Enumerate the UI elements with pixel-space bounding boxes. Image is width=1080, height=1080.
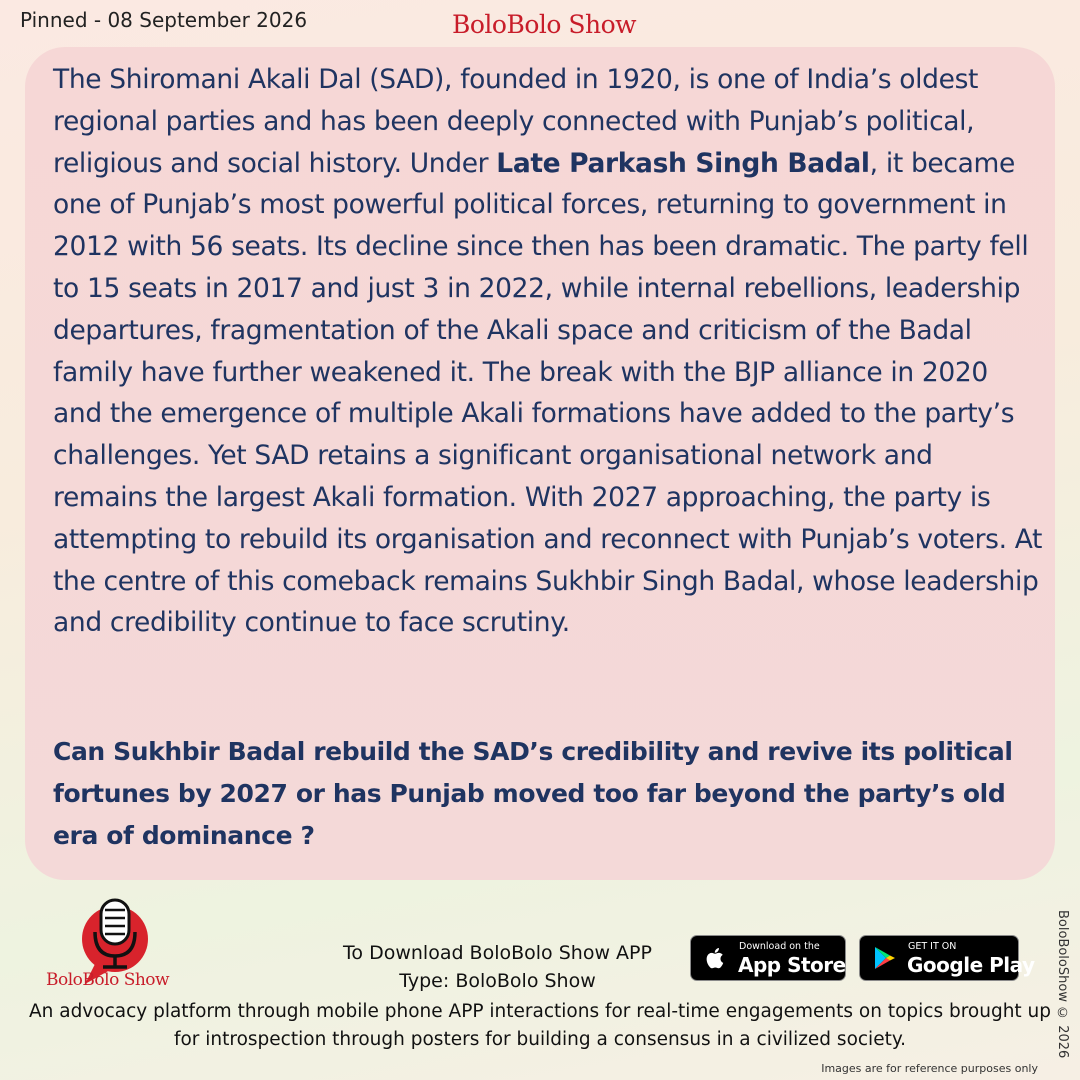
app-store-button[interactable] [690,935,846,981]
app-store-small-text: Download on the [739,941,820,952]
article-question: Can Sukhbir Badal rebuild the SAD’s credibility and revive its political fortunes by 2027 or has Punjab moved too far beyond the party’s old era of dominance ? [53,737,1013,850]
download-instructions [320,939,675,995]
article-text-part1: The Shiromani Akali Dal (SAD), founded in 1920, is one of India’s oldest regional parties and has been deeply connected with Punjab’s political, religious and social history. Under [53,64,979,179]
google-play-label: Google Play [907,953,1035,977]
article-text-part2: , it became one of Punjab’s most powerful political forces, returning to government in 2012 with 56 seats. Its decline since then has been dramatic. The party fell to 15 seats in 2017 and just 3 in 2022, while internal rebellions, leadership departures, fragmentation of the Akali space and criticism of the Badal family have further weakened it. The break with the BJP alliance in 2020 and the emergence of multiple Akali formations have added to the party’s challenges. Yet SAD retains a significant organisational network and remains the largest Akali formation. With 2027 approaching, the party is attempting to rebuild its organisation and reconnect with Punjab’s voters. At the centre of this comeback remains Sukhbir Singh Badal, whose leadership and credibility continue to face scrutiny. [53,147,1043,639]
app-store-label: App Store [738,953,846,977]
brand-title: BoloBolo Show [452,10,637,39]
article-bold-name: Late Parkash Singh Badal [496,147,870,179]
google-play-small-text: GET IT ON [908,941,957,952]
download-line-1: To Download BoloBolo Show APP [343,942,652,964]
logo-wordmark: BoloBolo Show [46,970,170,990]
article-body [53,59,1043,644]
advocacy-statement: An advocacy platform through mobile phone APP interactions for real-time engagements on topics brought up for introspection through posters for building a consensus in a civilized society. [28,1001,1052,1050]
disclaimer: Images are for reference purposes only [821,1062,1038,1075]
google-play-button[interactable] [859,935,1035,981]
pinned-date: Pinned - 08 September 2026 [20,8,308,32]
download-line-2: Type: BoloBolo Show [399,970,596,992]
copyright-vertical: BoloBoloShow © 2026 [1055,910,1070,1059]
apple-icon [701,944,729,972]
google-play-icon [870,944,898,972]
